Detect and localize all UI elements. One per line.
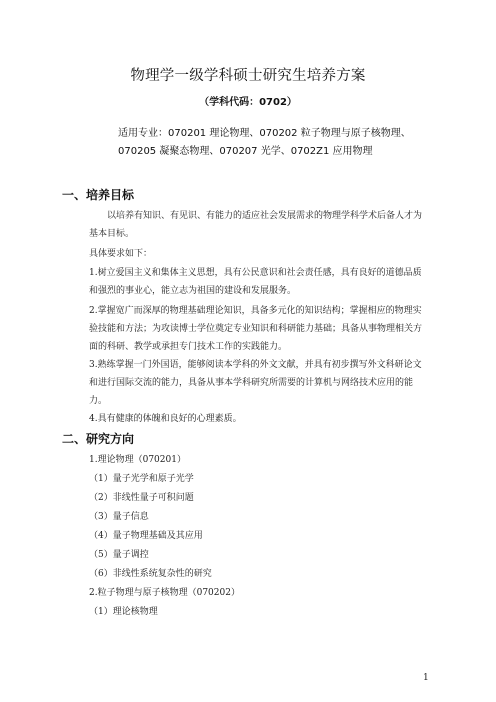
applicable-majors: [118, 125, 434, 161]
research-line: （1）量子光学和原子光学: [89, 474, 194, 484]
research-line: 2.粒子物理与原子核物理（070202）: [89, 588, 240, 598]
page-number: 1: [423, 673, 429, 683]
goals-intro: 以培养有知识、有见识、有能力的适应社会发展需求的物理学科学术后备人才为基本目标。: [89, 211, 423, 239]
research-line: 1.理论物理（070201）: [89, 455, 186, 465]
requirement-1: 1.树立爱国主义和集体主义思想，具有公民意识和社会责任感，具有良好的道德品质和强烈的事业心，能立志为祖国的建设和发展服务。: [89, 268, 422, 296]
section-heading-research: 二、研究方向: [62, 432, 135, 446]
section-heading-goals: 一、培养目标: [62, 188, 135, 202]
majors-label: 适用专业：: [118, 128, 168, 139]
research-line: （3）量子信息: [89, 512, 149, 522]
document-title: 物理学一级学科硕士研究生培养方案: [130, 68, 366, 84]
subject-code: （学科代码：0702）: [199, 97, 297, 108]
majors-text: 070201 理论物理、070202 粒子物理与原子核物理、070205 凝聚态物理、070207 光学、0702Z1 应用物理: [118, 128, 411, 157]
research-line: （4）量子物理基础及其应用: [89, 531, 203, 541]
research-line: （1）理论核物理: [89, 607, 158, 617]
research-line: （6）非线性系统复杂性的研究: [89, 569, 212, 579]
requirement-4: 4.具有健康的体魄和良好的心理素质。: [89, 414, 242, 424]
research-line: （2）非线性量子可积问题: [89, 493, 194, 503]
requirement-3: 3.熟练掌握一门外国语，能够阅读本学科的外文文献，并具有初步撰写外文科研论文和进行国际交流的能力，具备从事本学科研究所需要的计算机与网络技术应用的能力。: [89, 360, 422, 406]
requirement-2: 2.掌握宽广而深厚的物理基础理论知识，具备多元化的知识结构；掌握相应的物理实验技能和方法；为攻读博士学位奠定专业知识和科研能力基础；具备从事物理相关方面的科研、教学或承担专门技术工作的实践能力。: [89, 306, 423, 352]
requirements-lead: 具体要求如下：: [89, 249, 153, 259]
research-line: （5）量子调控: [89, 550, 149, 560]
